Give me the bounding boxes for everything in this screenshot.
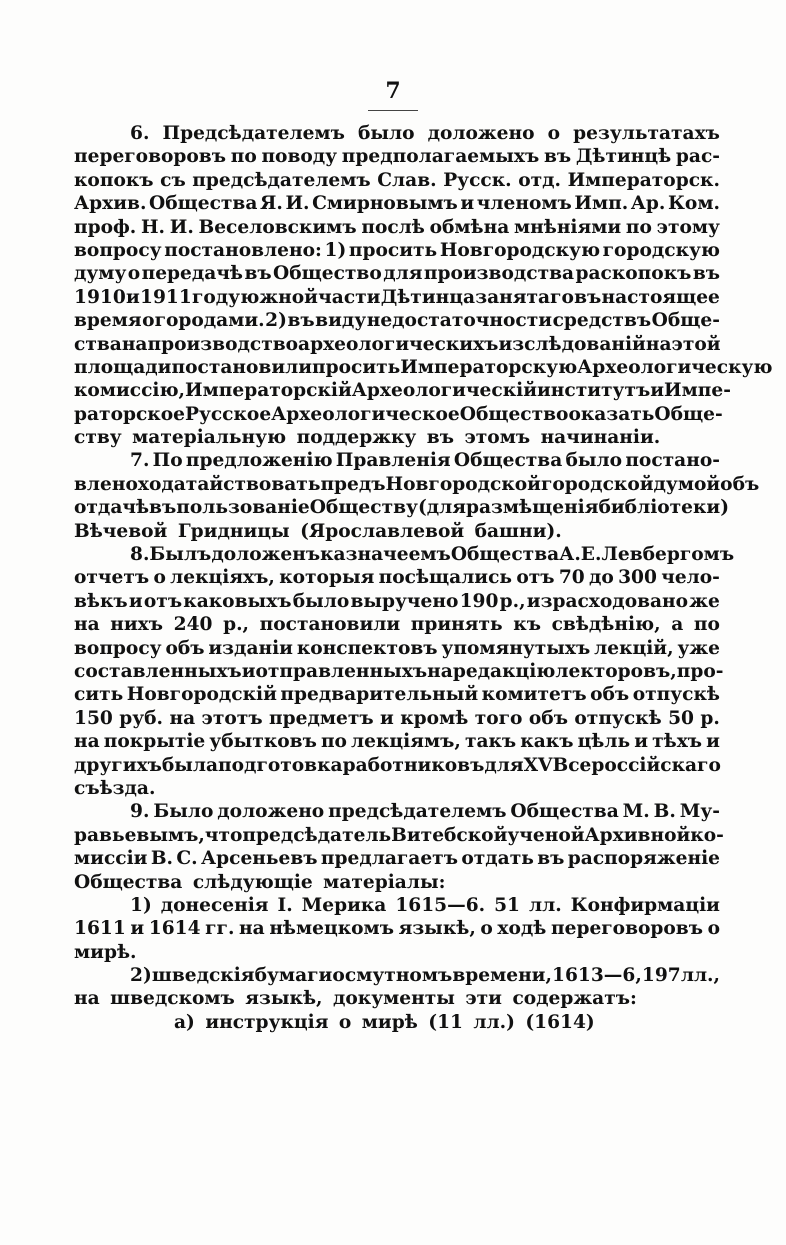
text-line: 1910 и 1911 году южной части Дѣтинца занятаго въ настоящее	[74, 286, 720, 308]
text-line: мирѣ.	[74, 941, 137, 963]
text-line: площади постановили просить Императорскую Археологическую	[74, 356, 773, 378]
text-line: Вѣчевой Гридницы (Ярославлевой башни).	[74, 520, 562, 542]
text-line: проф. Н. И. Веселовскимъ послѣ обмѣна мнѣніями по этому	[74, 216, 720, 238]
text-line: на нихъ 240 р., постановили принять къ свѣдѣнію, а по	[74, 614, 720, 636]
text-line: Архив. Общества Я. И. Смирновымъ и членомъ Имп. Ар. Ком.	[74, 193, 720, 215]
text-line: 150 руб. на этотъ предметъ и кромѣ того объ отпускѣ 50 р.	[74, 707, 720, 729]
text-line: 2) шведскія бумаги о смутномъ времени, 1613—6, 197 лл.,	[130, 965, 720, 987]
text-line: переговоровъ по поводу предполагаемыхъ въ Дѣтинцѣ рас-	[74, 146, 720, 168]
text-line: 8. Былъ доложенъ казначеемъ Общества А. Е. Левбергомъ	[130, 544, 735, 566]
text-line: 9. Было доложено предсѣдателемъ Общества М. В. Му-	[130, 801, 720, 823]
text-line: 7. По предложенію Правленія Общества было постано-	[130, 450, 720, 472]
text-line: ства на производство археологическихъ изслѣдованій на этой	[74, 333, 721, 355]
text-line: отчетъ о лекціяхъ, которыя посѣщались отъ 70 до 300 чело-	[74, 567, 720, 589]
page-number: 7	[385, 78, 401, 104]
text-line: другихъ была подготовка работниковъ для XV Всероссійскаго	[74, 754, 721, 776]
text-line: а) инструкція о мирѣ (11 лл.) (1614)	[174, 1011, 595, 1033]
text-line: вѣкъ и отъ каковыхъ было выручено 190 р., израсходовано же	[74, 590, 720, 612]
text-line: отдачѣ въ пользованіе Обществу (для размѣщенія библіотеки)	[74, 497, 730, 519]
text-line: раторское Русское Археологическое Общество оказать Обще-	[74, 403, 723, 425]
text-line: 6. Предсѣдателемъ было доложено о результатахъ	[130, 123, 720, 144]
page-number-rule	[368, 110, 418, 111]
text-line: вопросу объ изданіи конспектовъ упомянутыхъ лекцій, уже	[74, 637, 720, 659]
text-line: вопросу постановлено: 1) просить Новгородскую городскую	[74, 239, 720, 261]
text-line: миссіи В. С. Арсеньевъ предлагаетъ отдать въ распоряженіе	[74, 848, 720, 870]
text-line: 1611 и 1614 гг. на нѣмецкомъ языкѣ, о ходѣ переговоровъ о	[74, 918, 720, 940]
text-line: на шведскомъ языкѣ, документы эти содержатъ:	[74, 988, 637, 1010]
text-line: влено ходатайствовать предъ Новгородской городской думой объ	[74, 473, 760, 495]
text-line: составленныхъ и отправленныхъ на редакцію лекторовъ, про-	[74, 660, 724, 682]
text-line: на покрытіе убытковъ по лекціямъ, такъ какъ цѣль и тѣхъ и	[74, 731, 720, 753]
text-line: сить Новгородскій предварительный комитетъ объ отпускѣ	[74, 684, 720, 706]
text-line: время огородами. 2) въ виду недостаточности средствъ Обще-	[74, 310, 720, 332]
text-line: равьевымъ, что предсѣдатель Витебской ученой Архивной ко-	[74, 824, 724, 846]
text-line: копокъ съ предсѣдателемъ Слав. Русск. отд. Императорск.	[74, 169, 720, 191]
text-line: думу о передачѣ въ Общество для производства раскопокъ въ	[74, 263, 720, 285]
text-line: 1) донесенія I. Мерика 1615—6. 51 лл. Конфирмаціи	[130, 894, 720, 916]
text-line: ству матеріальную поддержку въ этомъ начинаніи.	[74, 427, 661, 449]
text-line: комиссію, Императорскій Археологическій институтъ и Импе-	[74, 380, 731, 402]
body-text	[74, 122, 773, 1034]
text-line: съѣзда.	[74, 777, 156, 799]
text-line: Общества слѣдующіе матеріалы:	[74, 871, 446, 893]
